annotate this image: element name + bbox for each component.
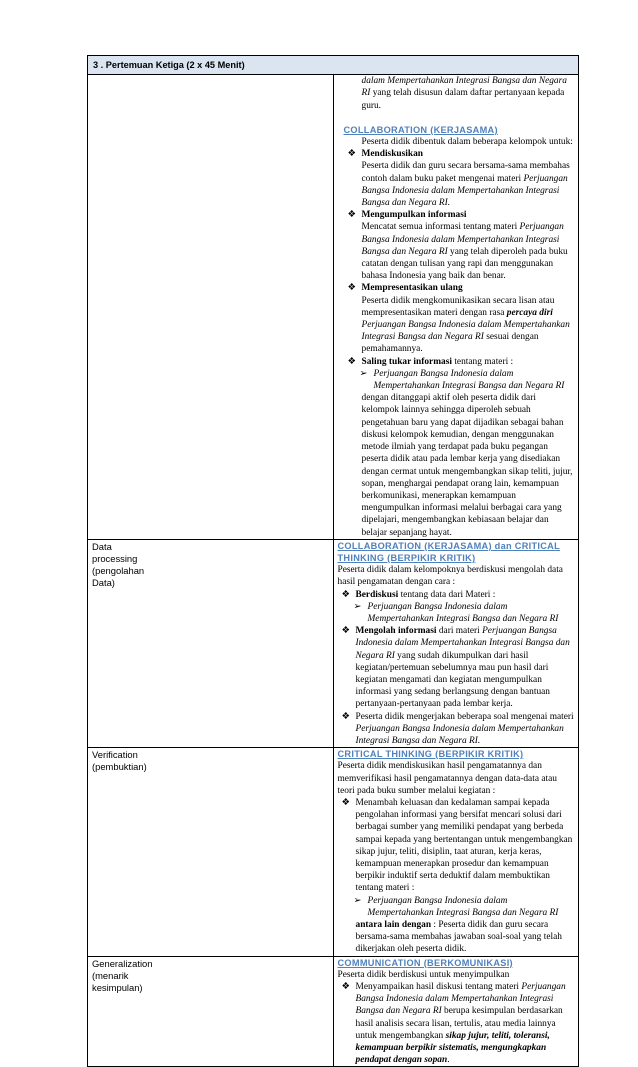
row-content: CRITICAL THINKING (BERPIKIR KRITIK) Peserta didik mendiskusikan hasil pengamatannya dan memverifikasi hasil pengamatannya dengan data-data atau teori pada buku sumber melalui kegiatan : ❖ Menambah keluasan dan kedalaman sampai kepada pengolahan informasi yang bersifat mencari solusi dari berbagai sumber yang memiliki pendapat yang berbeda sampai kepada yang bertentangan untuk mengembangkan sikap jujur, teliti, disiplin, taat aturan, kerja keras, kemampuan menerapkan prosedur dan kemampuan berpikir induktif serta deduktif dalam membuktikan tentang materi : ➢ Perjuangan Bangsa Indonesia dalam Mempertahankan Integrasi Bangsa dan Negara RI antara lain dengan : Peserta didik dan guru secara bersama-sama membahas jawaban soal-soal yang telah dikerjakan oleh peserta didik.	[333, 748, 579, 956]
continued-text-italic: dalam Mempertahankan Integrasi Bangsa dan Negara RI	[361, 76, 567, 99]
list-item: ❖ Berdiskusi tentang data dari Materi :	[341, 589, 496, 600]
diamond-bullet-icon: ❖	[347, 210, 356, 221]
activity-table	[87, 55, 579, 1067]
row-content: dalam Mempertahankan Integrasi Bangsa dan Negara RI yang telah disusun dalam daftar pertanyaan kepada guru. COLLABORATION (KERJASAMA) Peserta didik dibentuk dalam beberapa kelompok untuk: ❖ Mendiskusikan Peserta didik dan guru secara bersama-sama membahas contoh dalam buku paket mengenai materi Perjuangan Bangsa Indonesia dalam Mempertahankan Integrasi Bangsa dan Negara RI. ❖ Mengumpulkan informasi Mencatat semua informasi tentang materi Perjuangan Bangsa Indonesia dalam Mempertahankan Integrasi Bangsa dan Negara RI yang telah diperoleh pada buku catatan dengan tulisan yang rapi dan menggunakan bahasa Indonesia yang baik dan benar. ❖ Mempresentasikan ulang Peserta didik mengkomunikasikan secara lisan atau mempresentasikan materi dengan rasa percaya diri Perjuangan Bangsa Indonesia dalam Mempertahankan Integrasi Bangsa dan Negara RI sesuai dengan pemahamannya. ❖ Saling tukar informasi tentang materi : ➢ Perjuangan Bangsa Indonesia dalam Mempertahankan Integrasi Bangsa dan Negara RI dengan ditanggapi aktif oleh peserta didik dari kelompok lainnya sehingga diperoleh sebuah pengetahuan baru yang dapat dijadikan sebagai bahan diskusi kelompok kemudian, dengan menggunakan metode ilmiah yang terdapat pada buku pegangan peserta didik atau pada lembar kerja yang disediakan dengan cermat untuk mengembangkan sikap teliti, jujur, sopan, menghargai pendapat orang lain, kemampuan berkomunikasi, menerapkan kemampuan mengumpulkan informasi melalui berbagai cara yang dipelajari, mengembangkan kebiasaan belajar dan belajar sepanjang hayat.	[333, 75, 579, 540]
table-row	[88, 75, 579, 540]
diamond-bullet-icon: ❖	[341, 982, 350, 993]
diamond-bullet-icon: ❖	[347, 149, 356, 160]
continued-text: yang telah disusun dalam daftar pertanyaan kepada guru.	[361, 88, 565, 111]
row-content	[333, 956, 579, 1067]
list-item: ❖ Peserta didik mengerjakan beberapa soal mengenai materi Perjuangan Bangsa Indonesia dalam Mempertahankan Integrasi Bangsa dan Negara RI.	[341, 711, 574, 746]
arrow-bullet-icon: ➢	[353, 895, 362, 906]
row-stage-label: Data processing (pengolahan Data)	[88, 539, 334, 747]
list-item: ➢ Perjuangan Bangsa Indonesia dalam Mempertahankan Integrasi Bangsa dan Negara RI	[359, 368, 565, 392]
paragraph: dengan ditanggapi aktif oleh peserta didik dari kelompok lainnya sehingga diperoleh sebuah pengetahuan baru yang dapat dijadikan sebagai bahan diskusi kelompok kemudian, dengan menggunakan metode ilmiah yang terdapat pada buku pegangan peserta didik atau pada lembar kerja yang disediakan dengan cermat untuk mengembangkan sikap teliti, jujur, sopan, menghargai pendapat orang lain, kemampuan berkomunikasi, menerapkan kemampuan mengumpulkan informasi melalui berbagai cara yang dipelajari, mengembangkan kebiasaan belajar dan belajar sepanjang hayat.	[361, 393, 573, 538]
list-item: ❖ Saling tukar informasi tentang materi :	[347, 356, 514, 367]
list-item: ➢ Perjuangan Bangsa Indonesia dalam Mempertahankan Integrasi Bangsa dan Negara RI	[353, 601, 559, 624]
lesson-plan-document	[87, 55, 579, 1067]
row-stage-label: Generalization (menarik kesimpulan)	[88, 956, 334, 1067]
section-heading: COMMUNICATION (BERKOMUNIKASI)	[337, 957, 513, 968]
intro-text: Peserta didik berdiskusi untuk menyimpulkan	[337, 969, 510, 980]
diamond-bullet-icon: ❖	[341, 626, 350, 637]
meeting-header: 3 . Pertemuan Ketiga (2 x 45 Menit)	[88, 56, 579, 75]
diamond-bullet-icon: ❖	[341, 711, 350, 722]
row-stage-label	[88, 75, 334, 540]
arrow-bullet-icon: ➢	[353, 601, 362, 612]
row-stage-label: Verification (pembuktian)	[88, 748, 334, 956]
list-item: ❖ Menyampaikan hasil diskusi tentang materi Perjuangan Bangsa Indonesia dalam Mempertahankan Integrasi Bangsa dan Negara RI berupa kesimpulan berdasarkan hasil analisis secara lisan, tertulis, atau media lainnya untuk mengembangkan sikap jujur, teliti, toleransi, kemampuan berpikir sistematis, mengungkapkan pendapat dengan sopan.	[341, 982, 566, 1066]
diamond-bullet-icon: ❖	[347, 356, 356, 367]
list-item: ❖ Mengumpulkan informasi	[347, 210, 467, 221]
section-heading: CRITICAL THINKING (BERPIKIR KRITIK)	[337, 749, 524, 760]
table-row	[88, 748, 579, 956]
diamond-bullet-icon: ❖	[341, 797, 350, 808]
list-item: ➢ Perjuangan Bangsa Indonesia dalam Mempertahankan Integrasi Bangsa dan Negara RI	[353, 895, 559, 918]
section-heading: COLLABORATION (KERJASAMA)	[343, 124, 498, 135]
diamond-bullet-icon: ❖	[341, 589, 350, 600]
arrow-bullet-icon: ➢	[359, 368, 368, 379]
intro-text: Peserta didik dalam kelompoknya berdiskusi mengolah data hasil pengamatan dengan cara :	[337, 565, 563, 588]
list-item: ❖ Mengolah informasi dari materi Perjuangan Bangsa Indonesia dalam Mempertahankan Integrasi Bangsa dan Negara RI yang sudah dikumpulkan dari hasil kegiatan/pertemuan sebelumnya mau pun hasil dari kegiatan mengamati dan kegiatan mengumpulkan informasi yang sedang berlangsung dengan bantuan pertanyaan-pertanyaan pada lembar kerja.	[341, 626, 570, 710]
table-row	[88, 956, 579, 1067]
intro-text: Peserta didik mendiskusikan hasil pengamatannya dan memverifikasi hasil pengamatannya dengan data-data atau teori pada buku sumber melalui kegiatan :	[337, 761, 557, 796]
intro-text: Peserta didik dibentuk dalam beberapa kelompok untuk:	[361, 137, 573, 148]
section-heading: COLLABORATION (KERJASAMA) dan CRITICAL THINKING (BERPIKIR KRITIK)	[337, 540, 561, 563]
list-item: ❖ Mendiskusikan	[347, 149, 423, 160]
list-item: ❖ Mempresentasikan ulang	[347, 283, 463, 294]
row-content	[333, 539, 579, 747]
list-item: ❖ Menambah keluasan dan kedalaman sampai kepada pengolahan informasi yang bersifat mencari solusi dari berbagai sumber yang memiliki pendapat yang berbeda sampai kepada yang bertentangan untuk mengembangkan sikap jujur, teliti, disiplin, taat aturan, kerja keras, kemampuan menerapkan prosedur dan kemampuan berpikir induktif serta deduktif dalam membuktikan tentang materi :	[341, 797, 573, 894]
table-row	[88, 539, 579, 747]
diamond-bullet-icon: ❖	[347, 283, 356, 294]
